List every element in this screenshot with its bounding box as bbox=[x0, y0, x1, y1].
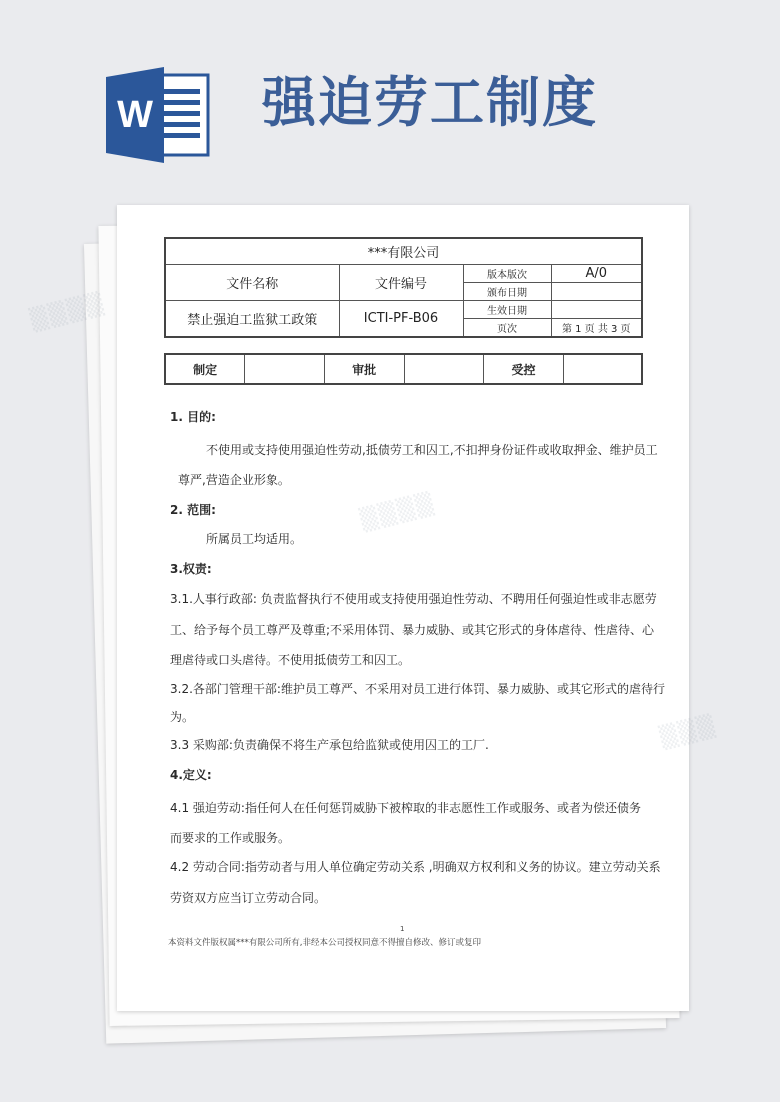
section-4-2-text: 4.2 劳动合同:指劳动者与用人单位确定劳动关系 ,明确双方权利和义务的协议。建立劳动关系 bbox=[170, 860, 661, 874]
banner-title: 强迫劳工制度 bbox=[262, 71, 598, 134]
sign-table bbox=[164, 353, 643, 385]
file-code-value: ICTI-PF-B06 bbox=[339, 301, 463, 338]
section-4-1-text: 4.1 强迫劳动:指任何人在任何惩罚威胁下被榨取的非志愿性工作或服务、或者为偿还债务 bbox=[170, 801, 641, 815]
section-1-text: 尊严,营造企业形象。 bbox=[178, 473, 290, 487]
made-by-label: 制定 bbox=[165, 354, 245, 384]
header-table bbox=[164, 237, 643, 338]
controlled-value bbox=[563, 354, 642, 384]
version-label: 版本版次 bbox=[463, 265, 551, 283]
approved-by-value bbox=[404, 354, 484, 384]
file-name-value: 禁止强迫工监狱工政策 bbox=[165, 301, 339, 338]
logo-letter: W bbox=[117, 94, 153, 136]
section-3-1-text: 理虐待或口头虐待。不使用抵债劳工和囚工。 bbox=[170, 653, 411, 667]
watermark-mark: ▒▒▒▒ bbox=[28, 291, 108, 334]
version-value: A/0 bbox=[551, 265, 642, 283]
section-4-1-text: 而要求的工作或服务。 bbox=[170, 831, 291, 845]
section-3-heading: 3.权责: bbox=[170, 562, 212, 576]
approved-by-label: 审批 bbox=[324, 354, 404, 384]
made-by-value bbox=[245, 354, 325, 384]
section-3-2-text: 3.2.各部门管理干部:维护员工尊严、不采用对员工进行体罚、暴力威胁、或其它形式的虐待行 bbox=[170, 682, 665, 696]
section-1-heading: 1. 目的: bbox=[170, 410, 216, 424]
effective-date-label: 生效日期 bbox=[463, 301, 551, 319]
watermark-mark: ▒▒▒ bbox=[657, 713, 719, 752]
footer-copyright: 本资料文件版权属***有限公司所有,非经本公司授权同意不得擅自修改、修订或复印 bbox=[168, 938, 481, 948]
section-1-text: 不使用或支持使用强迫性劳动,抵债劳工和囚工,不扣押身份证件或收取押金、维护员工 bbox=[206, 443, 658, 457]
page-label: 页次 bbox=[463, 319, 551, 338]
page-number: 1 bbox=[400, 925, 405, 933]
file-name-label: 文件名称 bbox=[165, 265, 339, 301]
section-3-2-text: 为。 bbox=[170, 710, 195, 724]
file-code-label: 文件编号 bbox=[339, 265, 463, 301]
section-3-1-text: 3.1.人事行政部: 负责监督执行不使用或支持使用强迫性劳动、不聘用任何强迫性或非志愿劳 bbox=[170, 592, 657, 606]
section-3-1-text: 工、给予每个员工尊严及尊重;不采用体罚、暴力威胁、或其它形式的身体虐待、性虐待、心 bbox=[170, 623, 655, 637]
watermark-mark: ▒▒▒▒ bbox=[358, 491, 438, 534]
document-page bbox=[118, 206, 688, 1010]
section-3-3-text: 3.3 采购部:负责确保不将生产承包给监狱或使用囚工的工厂. bbox=[170, 738, 489, 752]
section-2-heading: 2. 范围: bbox=[170, 503, 216, 517]
section-2-text: 所属员工均适用。 bbox=[206, 532, 303, 546]
section-4-2-text: 劳资双方应当订立劳动合同。 bbox=[170, 891, 327, 905]
effective-date-value bbox=[551, 301, 642, 319]
section-4-heading: 4.定义: bbox=[170, 768, 212, 782]
word-logo-icon bbox=[106, 67, 210, 163]
controlled-label: 受控 bbox=[484, 354, 564, 384]
issue-date-value bbox=[551, 283, 642, 301]
company-name: ***有限公司 bbox=[165, 238, 642, 265]
page-value: 第 1 页 共 3 页 bbox=[551, 319, 642, 338]
issue-date-label: 颁布日期 bbox=[463, 283, 551, 301]
